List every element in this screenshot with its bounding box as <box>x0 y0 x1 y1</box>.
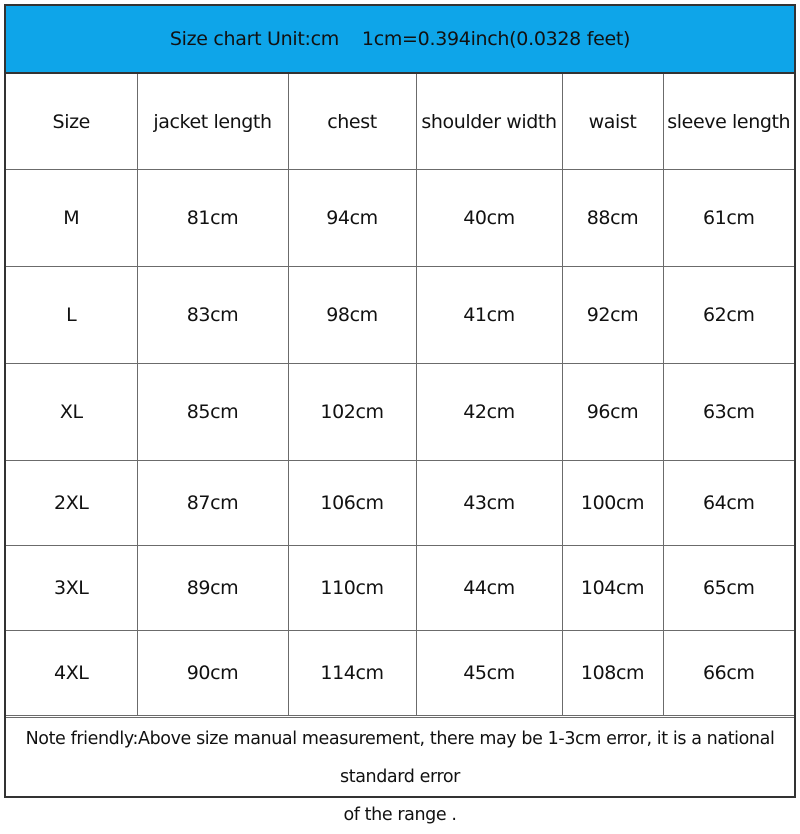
size-table <box>6 74 794 716</box>
cell-chest: 110cm <box>288 546 416 631</box>
cell-jacket-length: 85cm <box>137 364 288 461</box>
table-row <box>6 267 794 364</box>
cell-waist: 92cm <box>562 267 663 364</box>
cell-waist: 108cm <box>562 631 663 716</box>
column-header-sleeve-length: sleeve length <box>663 74 794 170</box>
column-header-size: Size <box>6 74 137 170</box>
chart-title: Size chart Unit:cm 1cm=0.394inch(0.0328 feet) <box>6 6 794 74</box>
cell-jacket-length: 83cm <box>137 267 288 364</box>
cell-sleeve-length: 62cm <box>663 267 794 364</box>
column-header-chest: chest <box>288 74 416 170</box>
cell-jacket-length: 90cm <box>137 631 288 716</box>
cell-shoulder-width: 42cm <box>416 364 562 461</box>
measurement-note <box>6 717 794 825</box>
table-row <box>6 461 794 546</box>
cell-size: XL <box>6 364 137 461</box>
cell-sleeve-length: 65cm <box>663 546 794 631</box>
cell-sleeve-length: 61cm <box>663 170 794 267</box>
column-header-waist: waist <box>562 74 663 170</box>
cell-shoulder-width: 43cm <box>416 461 562 546</box>
note-line-1: Note friendly:Above size manual measurement, there may be 1-3cm error, it is a national standard error <box>25 729 775 787</box>
table-row <box>6 546 794 631</box>
cell-sleeve-length: 63cm <box>663 364 794 461</box>
table-header-row <box>6 74 794 170</box>
cell-sleeve-length: 66cm <box>663 631 794 716</box>
cell-size: 2XL <box>6 461 137 546</box>
cell-waist: 88cm <box>562 170 663 267</box>
cell-waist: 100cm <box>562 461 663 546</box>
cell-size: 3XL <box>6 546 137 631</box>
cell-waist: 104cm <box>562 546 663 631</box>
column-header-shoulder-width: shoulder width <box>416 74 562 170</box>
cell-jacket-length: 81cm <box>137 170 288 267</box>
cell-waist: 96cm <box>562 364 663 461</box>
cell-chest: 94cm <box>288 170 416 267</box>
cell-shoulder-width: 40cm <box>416 170 562 267</box>
cell-chest: 106cm <box>288 461 416 546</box>
size-chart <box>4 4 796 825</box>
cell-shoulder-width: 44cm <box>416 546 562 631</box>
column-header-jacket-length: jacket length <box>137 74 288 170</box>
cell-size: 4XL <box>6 631 137 716</box>
cell-size: L <box>6 267 137 364</box>
cell-size: M <box>6 170 137 267</box>
cell-shoulder-width: 41cm <box>416 267 562 364</box>
cell-jacket-length: 89cm <box>137 546 288 631</box>
cell-shoulder-width: 45cm <box>416 631 562 716</box>
table-row <box>6 631 794 716</box>
cell-chest: 114cm <box>288 631 416 716</box>
cell-chest: 98cm <box>288 267 416 364</box>
cell-chest: 102cm <box>288 364 416 461</box>
table-row <box>6 170 794 267</box>
cell-sleeve-length: 64cm <box>663 461 794 546</box>
cell-jacket-length: 87cm <box>137 461 288 546</box>
note-line-2: of the range . <box>343 805 457 825</box>
table-row <box>6 364 794 461</box>
